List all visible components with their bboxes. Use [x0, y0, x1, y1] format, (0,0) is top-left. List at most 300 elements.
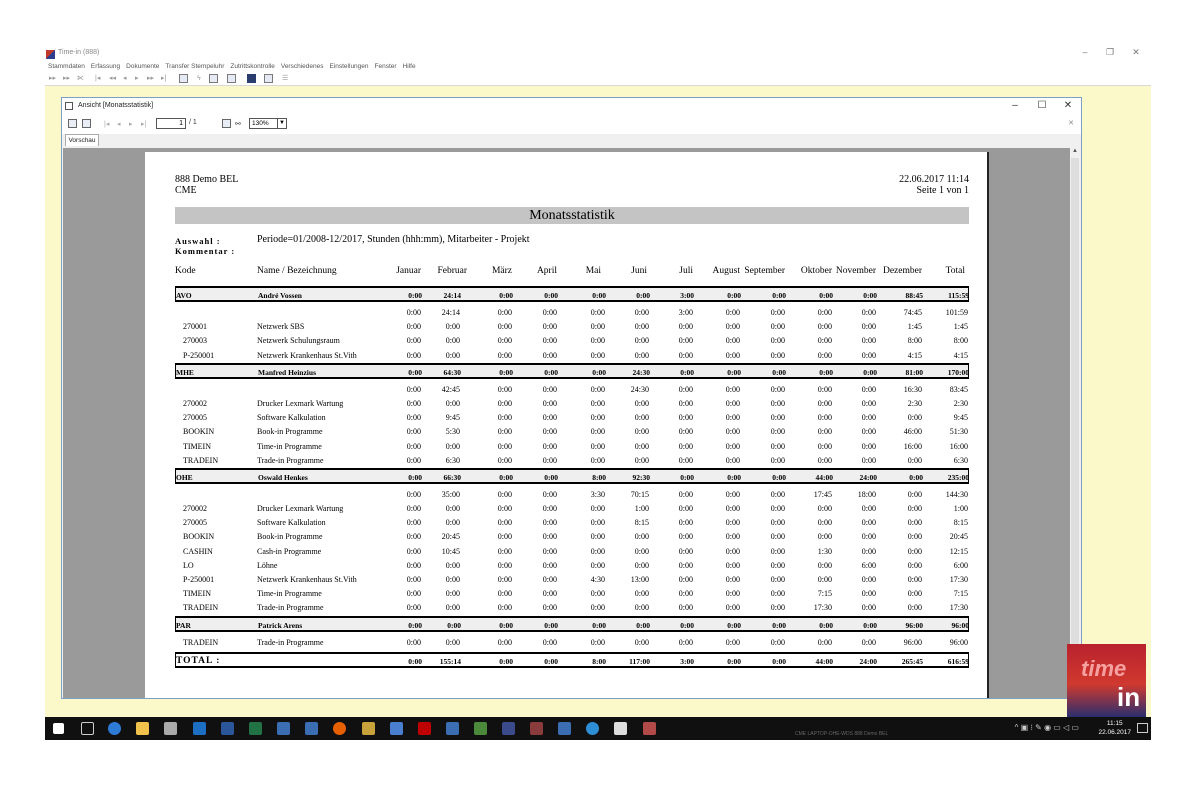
project-row	[175, 601, 969, 615]
clock[interactable]	[1098, 719, 1131, 737]
row-value: 2:30	[953, 398, 968, 408]
calendar-icon[interactable]	[209, 74, 218, 83]
kommentar-label: Kommentar :	[175, 246, 236, 256]
row-value: 0:00	[727, 472, 741, 482]
row-value: 0:00	[636, 291, 650, 300]
row-code: TOTAL :	[176, 655, 221, 666]
row-value: 0:00	[770, 441, 785, 451]
row-value: 0:00	[590, 589, 605, 599]
row-value: 6:00	[861, 560, 876, 570]
row-value: 0:00	[445, 322, 460, 332]
row-value: 0:00	[678, 398, 693, 408]
row-name: Netzwerk Krankenhaus St.Vith	[257, 575, 357, 584]
row-value: 0:00	[497, 322, 512, 332]
row-value: 0:00	[497, 504, 512, 514]
row-value: 0:00	[678, 589, 693, 599]
column-header-7: Juni	[631, 266, 647, 276]
row-code: 270001	[183, 322, 207, 332]
row-value: 0:00	[636, 620, 650, 630]
row-value: 0:00	[770, 518, 785, 528]
row-value: 7:15	[953, 589, 968, 599]
row-value: 0:00	[497, 455, 512, 465]
row-value: 0:00	[544, 472, 558, 482]
close-button[interactable]: ✕	[1132, 47, 1140, 57]
time-in-taskbar-icon[interactable]	[643, 722, 656, 735]
employee-row	[175, 468, 969, 484]
row-value: 0:00	[770, 350, 785, 360]
row-value: 0:00	[725, 489, 740, 499]
menu-item-zutrittskontrolle[interactable]: Zutrittskontrolle	[230, 63, 275, 70]
app-icon	[46, 50, 55, 59]
row-value: 8:00	[953, 336, 968, 346]
row-value: 0:00	[497, 518, 512, 528]
tool-icon[interactable]	[164, 722, 177, 735]
row-value: 0:00	[447, 620, 461, 630]
row-value: 0:00	[497, 546, 512, 556]
row-value: 9:45	[445, 413, 460, 423]
row-value: 96:00	[905, 620, 923, 630]
row-code: 270003	[183, 336, 207, 346]
row-value: 0:00	[445, 589, 460, 599]
row-name: Oswald Henkes	[258, 472, 308, 482]
row-value: 0:00	[497, 308, 512, 317]
logo-text: time	[1081, 656, 1127, 681]
row-value: 0:00	[542, 589, 557, 599]
row-value: 0:00	[817, 322, 832, 332]
row-value: 0:00	[770, 455, 785, 465]
row-value: 0:00	[819, 291, 833, 300]
row-value: 0:00	[542, 350, 557, 360]
form-icon[interactable]	[227, 74, 236, 83]
auswahl-label: Auswahl :	[175, 236, 221, 246]
row-value: 0:00	[725, 603, 740, 613]
column-header-8: Juli	[679, 266, 693, 276]
row-value: 0:00	[725, 384, 740, 394]
project-row	[175, 516, 969, 530]
menu-item-einstellungen[interactable]: Einstellungen	[329, 63, 369, 70]
row-value: 0:00	[542, 398, 557, 408]
row-value: 0:00	[678, 532, 693, 542]
row-value: 0:00	[408, 367, 422, 377]
row-value: 9:45	[953, 413, 968, 423]
row-value: 0:00	[590, 455, 605, 465]
row-value: 0:00	[770, 384, 785, 394]
app-icon-2[interactable]	[305, 722, 318, 735]
file-explorer-icon[interactable]	[136, 722, 149, 735]
first-record-icon[interactable]: ▸▸	[49, 75, 57, 82]
row-name: Software Kalkulation	[257, 413, 326, 423]
row-value: 0:00	[542, 413, 557, 423]
column-header-3: Februar	[437, 266, 467, 276]
outlook-icon[interactable]	[193, 722, 206, 735]
row-value: 17:45	[813, 489, 832, 499]
row-value: 0:00	[678, 489, 693, 499]
row-code: 270002	[183, 504, 207, 514]
row-value: 0:00	[634, 589, 649, 599]
row-value: 17:30	[949, 575, 968, 584]
app-icon-5[interactable]	[502, 722, 515, 735]
row-value: 0:00	[678, 413, 693, 423]
row-value: 0:00	[770, 637, 785, 647]
chevron-down-icon[interactable]: ▼	[277, 119, 286, 128]
first-page-icon[interactable]: |◂	[104, 121, 110, 128]
row-value: 0:00	[542, 518, 557, 528]
row-code: TIMEIN	[183, 589, 211, 599]
row-value: 0:00	[445, 575, 460, 584]
row-value: 0:00	[861, 322, 876, 332]
row-value: 0:00	[861, 384, 876, 394]
column-header-1: Name / Bezeichnung	[257, 266, 337, 276]
page-number-input[interactable]: 1	[156, 118, 186, 129]
row-value: 0:00	[817, 560, 832, 570]
column-header-4: März	[491, 266, 512, 276]
project-row	[175, 306, 969, 320]
menu-item-dokumente[interactable]: Dokumente	[126, 63, 160, 70]
row-value: 6:30	[445, 455, 460, 465]
row-name: Book-in Programme	[257, 532, 323, 542]
menu-item-erfassung[interactable]: Erfassung	[90, 63, 121, 70]
column-header-12: November	[835, 266, 876, 276]
filezilla-icon[interactable]	[418, 722, 431, 735]
row-value: 24:30	[632, 367, 650, 377]
nav-next-fast-icon[interactable]: ▸▸	[147, 75, 155, 82]
menu-item-fenster[interactable]: Fenster	[374, 63, 397, 70]
row-value: 66:30	[443, 472, 461, 482]
settings-app-icon[interactable]	[390, 722, 403, 735]
row-value: 0:00	[861, 589, 876, 599]
report-datetime: 22.06.2017 11:14	[899, 174, 969, 185]
app-icon-3[interactable]	[446, 722, 459, 735]
taskbar	[45, 717, 1151, 740]
nav-last-icon[interactable]: ▸|	[161, 75, 167, 82]
tools-icon[interactable]	[362, 722, 375, 735]
nav-next-icon[interactable]: ▸	[135, 75, 139, 82]
row-name: Drucker Lexmark Wartung	[257, 398, 344, 408]
row-value: 0:00	[725, 336, 740, 346]
menu-item-hilfe[interactable]: Hilfe	[402, 63, 416, 70]
row-name: Time-in Programme	[257, 589, 322, 599]
app-icon-6[interactable]	[530, 722, 543, 735]
row-value: 0:00	[770, 560, 785, 570]
column-header-9: August	[712, 266, 740, 276]
export-icon[interactable]	[68, 119, 77, 128]
notification-icon[interactable]	[1137, 723, 1148, 733]
row-value: 0:00	[725, 455, 740, 465]
row-value: 0:00	[590, 398, 605, 408]
row-name: Manfred Heinzius	[258, 367, 316, 377]
row-value: 0:00	[445, 518, 460, 528]
list-icon[interactable]: ☰	[282, 75, 289, 82]
row-code: 270005	[183, 518, 207, 528]
row-value: 0:00	[499, 620, 513, 630]
close-preview-icon[interactable]: ✕	[1068, 120, 1074, 127]
row-code: BOOKIN	[183, 532, 215, 542]
menu-item-transfer-stempeluhr[interactable]: Transfer Stempeluhr	[165, 63, 225, 70]
row-value: 0:00	[590, 546, 605, 556]
row-value: 81:00	[905, 367, 923, 377]
nav-first-icon[interactable]: |◂	[95, 75, 101, 82]
stop-icon[interactable]	[222, 119, 231, 128]
row-name: Time-in Programme	[257, 441, 322, 451]
row-value: 0:00	[817, 504, 832, 514]
window-icon[interactable]	[264, 74, 273, 83]
row-value: 0:00	[544, 367, 558, 377]
row-value: 5:30	[445, 427, 460, 437]
clock-date: 22.06.2017	[1098, 729, 1131, 736]
row-value: 0:00	[590, 504, 605, 514]
row-name: Trade-in Programme	[257, 603, 324, 613]
calculator-icon[interactable]	[614, 722, 627, 735]
row-value: 0:00	[445, 350, 460, 360]
row-value: 0:00	[770, 336, 785, 346]
row-value: 0:00	[542, 603, 557, 613]
report-page	[145, 152, 987, 698]
vertical-scrollbar[interactable]	[1070, 148, 1080, 698]
menu-item-verschiedenes[interactable]: Verschiedenes	[280, 63, 324, 70]
row-value: 0:00	[817, 427, 832, 437]
preview-toolbar	[62, 114, 1081, 134]
row-value: 0:00	[542, 504, 557, 514]
row-value: 3:00	[678, 308, 693, 317]
app-icon-7[interactable]	[558, 722, 571, 735]
row-value: 0:00	[772, 472, 786, 482]
row-value: 0:00	[406, 489, 421, 499]
row-value: 144:30	[945, 489, 968, 499]
row-value: 0:00	[406, 575, 421, 584]
row-value: 0:00	[497, 350, 512, 360]
row-value: 0:00	[592, 620, 606, 630]
row-value: 0:00	[907, 589, 922, 599]
row-code: PAR	[176, 620, 191, 630]
task-view-icon[interactable]	[81, 722, 94, 735]
row-value: 0:00	[770, 427, 785, 437]
prev-page-icon[interactable]: ◂	[117, 121, 121, 128]
row-value: 0:00	[678, 575, 693, 584]
menu-item-stammdaten[interactable]: Stammdaten	[48, 63, 85, 70]
row-value: 18:00	[857, 489, 876, 499]
row-value: 13:00	[630, 575, 649, 584]
row-value: 0:00	[542, 560, 557, 570]
row-value: 0:00	[725, 560, 740, 570]
row-value: 0:00	[770, 603, 785, 613]
row-value: 101:59	[945, 308, 968, 317]
project-row	[175, 502, 969, 516]
row-value: 0:00	[634, 441, 649, 451]
last-page-icon[interactable]: ▸|	[141, 121, 147, 128]
row-value: 155:14	[439, 656, 461, 666]
row-value: 0:00	[770, 322, 785, 332]
row-value: 0:00	[678, 322, 693, 332]
project-row	[175, 383, 969, 397]
row-value: 0:00	[861, 546, 876, 556]
row-value: 0:00	[817, 441, 832, 451]
row-value: 0:00	[725, 518, 740, 528]
auswahl-value: Periode=01/2008-12/2017, Stunden (hhh:mm), Mitarbeiter - Projekt	[257, 234, 530, 245]
row-value: 0:00	[678, 455, 693, 465]
preview-close-button[interactable]: ✕	[1063, 100, 1073, 111]
teamviewer-icon[interactable]	[586, 722, 599, 735]
system-tray-icons[interactable]: ^ ▣ ⁝ ✎ ◉ ▭ ◁ ▭	[1014, 723, 1079, 732]
row-value: 0:00	[542, 336, 557, 346]
row-value: 0:00	[861, 575, 876, 584]
row-value: 0:00	[634, 455, 649, 465]
company-line2: CME	[175, 185, 197, 196]
row-value: 17:30	[949, 603, 968, 613]
row-value: 0:00	[817, 637, 832, 647]
row-value: 0:00	[542, 532, 557, 542]
preview-minimize-button[interactable]: –	[1012, 100, 1018, 111]
row-value: 0:00	[907, 560, 922, 570]
row-value: 88:45	[905, 291, 923, 300]
zoom-select[interactable]	[249, 118, 287, 129]
row-value: 16:00	[903, 441, 922, 451]
row-value: 0:00	[406, 589, 421, 599]
row-value: 0:00	[907, 518, 922, 528]
row-value: 24:00	[859, 656, 877, 666]
project-row	[175, 587, 969, 601]
row-value: 0:00	[907, 575, 922, 584]
nav-prev-icon[interactable]: ◂	[123, 75, 127, 82]
row-value: 0:00	[770, 489, 785, 499]
row-value: 0:00	[725, 350, 740, 360]
row-value: 0:00	[406, 455, 421, 465]
row-value: 0:00	[861, 336, 876, 346]
row-value: 0:00	[590, 518, 605, 528]
row-value: 0:00	[678, 336, 693, 346]
row-code: BOOKIN	[183, 427, 215, 437]
nav-prev-fast-icon[interactable]: ◂◂	[109, 75, 117, 82]
search-binoculars-icon[interactable]: ⚯	[235, 121, 241, 128]
row-value: 616:59	[947, 656, 969, 666]
row-value: 0:00	[817, 532, 832, 542]
row-value: 4:30	[590, 575, 605, 584]
row-value: 0:00	[445, 560, 460, 570]
start-windows-icon[interactable]	[53, 723, 64, 734]
row-value: 0:00	[634, 413, 649, 423]
row-value: 0:00	[542, 546, 557, 556]
lightning-icon[interactable]: ϟ	[197, 75, 201, 82]
column-headers	[175, 266, 969, 278]
row-value: 0:00	[542, 308, 557, 317]
row-value: 0:00	[497, 560, 512, 570]
row-value: 0:00	[544, 656, 558, 666]
row-name: Drucker Lexmark Wartung	[257, 504, 344, 514]
next-page-icon[interactable]: ▸	[129, 121, 133, 128]
row-value: 265:45	[901, 656, 923, 666]
app-icon-4[interactable]	[474, 722, 487, 735]
record-x-icon[interactable]: ⋉	[77, 75, 84, 82]
row-value: 0:00	[772, 291, 786, 300]
row-value: 70:15	[630, 489, 649, 499]
row-value: 0:00	[817, 398, 832, 408]
row-value: 0:00	[861, 518, 876, 528]
row-value: 0:00	[497, 637, 512, 647]
row-name: Netzwerk Krankenhaus St.Vith	[257, 350, 357, 360]
project-row	[175, 636, 969, 650]
row-value: 0:00	[678, 637, 693, 647]
row-value: 0:00	[497, 575, 512, 584]
next-record-icon[interactable]: ▸▸	[63, 75, 71, 82]
edge-browser-icon[interactable]	[108, 722, 121, 735]
row-value: 0:00	[907, 455, 922, 465]
restore-button[interactable]: ❐	[1105, 47, 1115, 57]
row-value: 0:00	[727, 656, 741, 666]
row-value: 3:00	[680, 656, 694, 666]
row-value: 0:00	[542, 441, 557, 451]
scroll-thumb[interactable]	[1071, 158, 1079, 686]
row-value: 0:00	[445, 637, 460, 647]
preview-window	[61, 97, 1082, 699]
row-value: 0:00	[727, 367, 741, 377]
row-value: 0:00	[406, 560, 421, 570]
row-value: 0:00	[542, 384, 557, 394]
row-value: 44:00	[815, 656, 833, 666]
project-row	[175, 320, 969, 334]
row-value: 64:30	[443, 367, 461, 377]
row-value: 0:00	[634, 398, 649, 408]
row-value: 0:00	[819, 367, 833, 377]
row-value: 0:00	[819, 620, 833, 630]
row-value: 1:45	[953, 322, 968, 332]
row-value: 0:00	[406, 441, 421, 451]
page-total: / 1	[189, 119, 197, 126]
row-value: 0:00	[678, 384, 693, 394]
row-value: 0:00	[861, 603, 876, 613]
project-row	[175, 349, 969, 363]
status-text: CME LAPTOP-OHE-WDS 888 Demo BEL	[795, 731, 889, 737]
row-value: 0:00	[634, 322, 649, 332]
row-value: 42:45	[441, 384, 460, 394]
row-name: Book-in Programme	[257, 427, 323, 437]
row-value: 0:00	[909, 472, 923, 482]
print-icon[interactable]	[82, 119, 91, 128]
row-value: 0:00	[544, 620, 558, 630]
row-value: 6:30	[953, 455, 968, 465]
row-value: 8:00	[592, 656, 606, 666]
app-title: Time-in (888)	[58, 49, 100, 56]
project-row	[175, 573, 969, 587]
firefox-icon[interactable]	[333, 722, 346, 735]
row-value: 0:00	[817, 350, 832, 360]
row-value: 0:00	[861, 427, 876, 437]
row-value: 0:00	[907, 489, 922, 499]
grid-icon[interactable]	[179, 74, 188, 83]
row-value: 0:00	[678, 560, 693, 570]
word-icon[interactable]	[221, 722, 234, 735]
row-value: 0:00	[678, 427, 693, 437]
menu-bar	[45, 61, 1151, 72]
scroll-up-icon[interactable]: ▲	[1072, 148, 1078, 154]
preview-maximize-button[interactable]: ☐	[1037, 100, 1047, 111]
app-icon-1[interactable]	[277, 722, 290, 735]
minimize-button[interactable]: –	[1082, 47, 1088, 57]
row-value: 0:00	[861, 441, 876, 451]
row-value: 0:00	[725, 546, 740, 556]
row-value: 0:00	[727, 620, 741, 630]
column-header-13: Dezember	[882, 266, 922, 276]
row-code: OHE	[176, 472, 193, 482]
tab-vorschau[interactable]: Vorschau	[65, 134, 99, 146]
row-value: 0:00	[408, 656, 422, 666]
database-icon[interactable]	[247, 74, 256, 83]
excel-icon[interactable]	[249, 722, 262, 735]
row-value: 0:00	[634, 603, 649, 613]
row-value: 0:00	[680, 620, 694, 630]
row-value: 0:00	[772, 367, 786, 377]
row-value: 0:00	[772, 656, 786, 666]
row-value: 0:00	[770, 504, 785, 514]
report-viewport	[63, 148, 1070, 698]
